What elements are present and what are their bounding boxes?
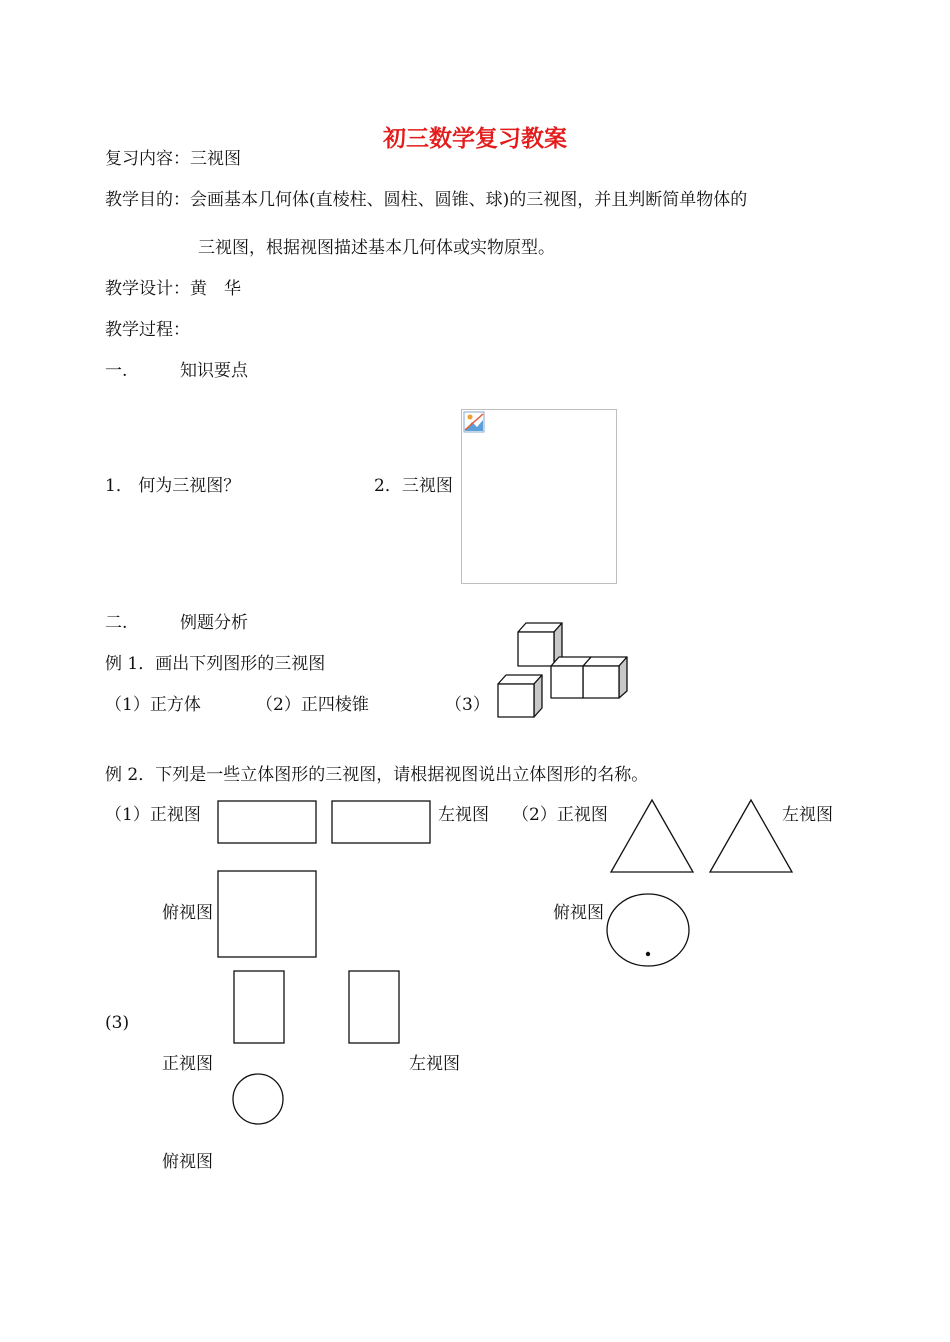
p3-top-label: 俯视图 <box>162 1152 213 1172</box>
p2-front-label: （2）正视图 <box>512 805 608 825</box>
p3-number: (3) <box>105 1013 130 1033</box>
p3-front-label: 正视图 <box>162 1054 213 1074</box>
example1-item2: （2）正四棱锥 <box>256 695 369 715</box>
section2-number: 二. <box>105 613 128 633</box>
section2-title: 例题分析 <box>180 613 248 633</box>
teaching-design: 教学设计：黄 华 <box>105 279 241 299</box>
teaching-goal-line2: 三视图，根据视图描述基本几何体或实物原型。 <box>198 238 555 258</box>
image-placeholder <box>461 409 617 584</box>
example2-heading: 例 2．下列是一些立体图形的三视图，请根据视图说出立体图形的名称。 <box>105 765 649 785</box>
section1-title: 知识要点 <box>180 361 248 381</box>
p1-top-view-square <box>217 870 317 958</box>
review-content: 复习内容：三视图 <box>105 149 241 169</box>
p2-top-label: 俯视图 <box>553 903 604 923</box>
example1-item1: （1）正方体 <box>105 695 201 715</box>
broken-image-icon <box>463 411 485 433</box>
example1-heading: 例 1．画出下列图形的三视图 <box>105 654 326 674</box>
p1-front-label: （1）正视图 <box>105 805 201 825</box>
teaching-process: 教学过程： <box>105 320 190 340</box>
p1-left-view-rectangle <box>331 800 431 844</box>
p1-top-label: 俯视图 <box>162 903 213 923</box>
question-1: 1． 何为三视图？ <box>105 476 241 496</box>
teaching-goal-line1: 教学目的：会画基本几何体(直棱柱、圆柱、圆锥、球)的三视图，并且判断简单物体的 <box>105 190 748 210</box>
p2-left-label: 左视图 <box>782 805 833 825</box>
cube-stack-figure <box>495 620 635 720</box>
p3-left-view-rectangle <box>348 970 400 1044</box>
p3-left-label: 左视图 <box>409 1054 460 1074</box>
p2-front-view-triangle <box>609 798 695 874</box>
p3-top-view-circle <box>231 1072 285 1126</box>
page-title: 初三数学复习教案 <box>383 125 567 152</box>
question-2: 2．三视图 <box>374 476 453 496</box>
p2-top-view-circle <box>605 892 691 968</box>
p1-front-view-rectangle <box>217 800 317 844</box>
section1-number: 一. <box>105 361 128 381</box>
p1-left-label: 左视图 <box>438 805 489 825</box>
example1-item3: （3） <box>445 695 490 715</box>
p3-front-view-rectangle <box>233 970 285 1044</box>
